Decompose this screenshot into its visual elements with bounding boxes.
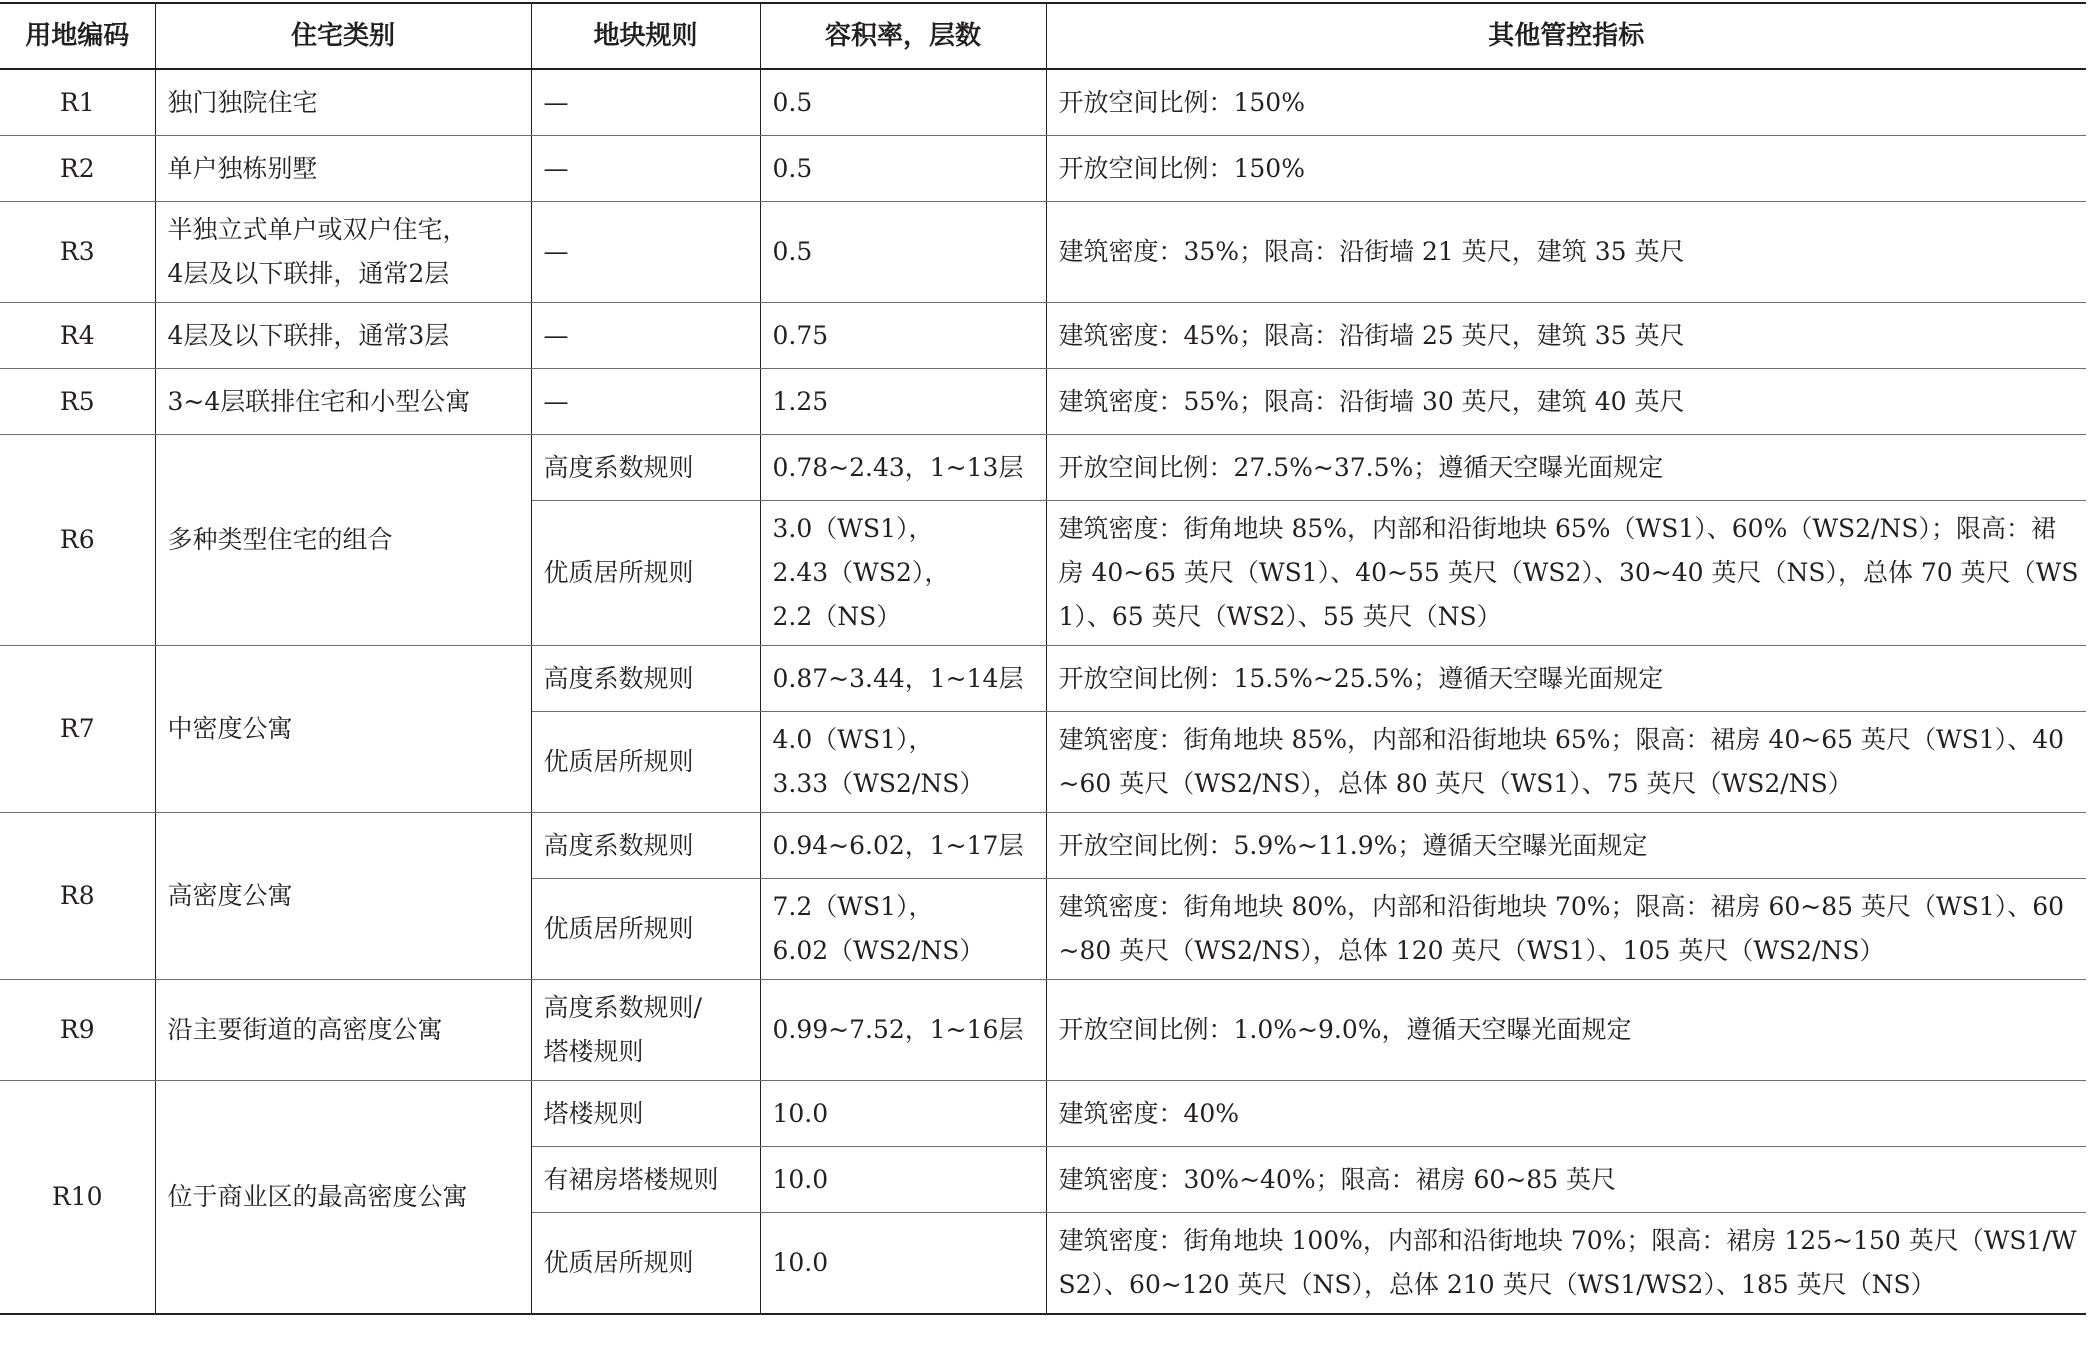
parcel-rule: 高度系数规则 — [531, 646, 760, 712]
table-row — [0, 136, 2086, 202]
far-floors: 4.0（WS1）， 3.33（WS2/NS） — [760, 712, 1046, 813]
other-controls: 建筑密度：55%；限高：沿街墙 30 英尺，建筑 40 英尺 — [1046, 369, 2086, 435]
housing-type: 沿主要街道的高密度公寓 — [155, 980, 531, 1081]
parcel-rule: 有裙房塔楼规则 — [531, 1147, 760, 1213]
land-code: R3 — [0, 202, 155, 303]
housing-type: 独门独院住宅 — [155, 69, 531, 136]
far-floors: 0.78~2.43，1~13层 — [760, 435, 1046, 501]
other-controls: 开放空间比例：150% — [1046, 69, 2086, 136]
table-row — [0, 813, 2086, 879]
far-floors: 10.0 — [760, 1081, 1046, 1147]
housing-type: 半独立式单户或双户住宅， 4层及以下联排，通常2层 — [155, 202, 531, 303]
land-code: R10 — [0, 1081, 155, 1315]
far-floors: 0.94~6.02，1~17层 — [760, 813, 1046, 879]
housing-type: 4层及以下联排，通常3层 — [155, 303, 531, 369]
parcel-rule: 优质居所规则 — [531, 712, 760, 813]
parcel-rule: — — [531, 202, 760, 303]
land-code: R7 — [0, 646, 155, 813]
land-code: R2 — [0, 136, 155, 202]
zoning-table — [0, 2, 2086, 1315]
other-controls: 开放空间比例：15.5%~25.5%；遵循天空曝光面规定 — [1046, 646, 2086, 712]
table-row — [0, 435, 2086, 501]
far-floors: 0.5 — [760, 202, 1046, 303]
far-floors: 0.75 — [760, 303, 1046, 369]
parcel-rule: — — [531, 303, 760, 369]
parcel-rule: 高度系数规则 — [531, 813, 760, 879]
far-floors: 7.2（WS1）， 6.02（WS2/NS） — [760, 879, 1046, 980]
far-floors: 1.25 — [760, 369, 1046, 435]
header-land-code: 用地编码 — [0, 3, 155, 69]
land-code: R5 — [0, 369, 155, 435]
far-floors: 10.0 — [760, 1213, 1046, 1315]
land-code: R9 — [0, 980, 155, 1081]
header-parcel-rule: 地块规则 — [531, 3, 760, 69]
parcel-rule: 优质居所规则 — [531, 501, 760, 646]
land-code: R4 — [0, 303, 155, 369]
far-floors: 0.99~7.52，1~16层 — [760, 980, 1046, 1081]
other-controls: 建筑密度：35%；限高：沿街墙 21 英尺，建筑 35 英尺 — [1046, 202, 2086, 303]
other-controls: 建筑密度：30%~40%；限高：裙房 60~85 英尺 — [1046, 1147, 2086, 1213]
table-row — [0, 980, 2086, 1081]
other-controls: 建筑密度：45%；限高：沿街墙 25 英尺，建筑 35 英尺 — [1046, 303, 2086, 369]
other-controls: 开放空间比例：5.9%~11.9%；遵循天空曝光面规定 — [1046, 813, 2086, 879]
parcel-rule: — — [531, 136, 760, 202]
table-row — [0, 202, 2086, 303]
housing-type: 高密度公寓 — [155, 813, 531, 980]
far-floors: 10.0 — [760, 1147, 1046, 1213]
other-controls: 开放空间比例：150% — [1046, 136, 2086, 202]
far-floors: 0.87~3.44，1~14层 — [760, 646, 1046, 712]
far-floors: 0.5 — [760, 69, 1046, 136]
housing-type: 中密度公寓 — [155, 646, 531, 813]
housing-type: 3~4层联排住宅和小型公寓 — [155, 369, 531, 435]
header-row — [0, 3, 2086, 69]
land-code: R1 — [0, 69, 155, 136]
parcel-rule: 优质居所规则 — [531, 1213, 760, 1315]
other-controls: 建筑密度：街角地块 100%，内部和沿街地块 70%；限高：裙房 125~150 英尺（WS1/WS2）、60~120 英尺（NS），总体 210 英尺（WS1/WS2）、185 英尺（NS） — [1046, 1213, 2086, 1315]
parcel-rule: 高度系数规则 — [531, 435, 760, 501]
parcel-rule: 优质居所规则 — [531, 879, 760, 980]
parcel-rule: — — [531, 369, 760, 435]
table-row — [0, 646, 2086, 712]
land-code: R8 — [0, 813, 155, 980]
far-floors: 3.0（WS1）， 2.43（WS2）， 2.2（NS） — [760, 501, 1046, 646]
far-floors: 0.5 — [760, 136, 1046, 202]
housing-type: 位于商业区的最高密度公寓 — [155, 1081, 531, 1315]
header-far-floors: 容积率，层数 — [760, 3, 1046, 69]
land-code: R6 — [0, 435, 155, 646]
housing-type: 多种类型住宅的组合 — [155, 435, 531, 646]
other-controls: 建筑密度：街角地块 85%，内部和沿街地块 65%（WS1）、60%（WS2/NS）；限高：裙房 40~65 英尺（WS1）、40~55 英尺（WS2）、30~40 英尺（NS），总体 70 英尺（WS1）、65 英尺（WS2）、55 英尺（NS） — [1046, 501, 2086, 646]
table-row — [0, 69, 2086, 136]
other-controls: 开放空间比例：27.5%~37.5%；遵循天空曝光面规定 — [1046, 435, 2086, 501]
table-row — [0, 303, 2086, 369]
parcel-rule: 高度系数规则/ 塔楼规则 — [531, 980, 760, 1081]
other-controls: 建筑密度：街角地块 80%，内部和沿街地块 70%；限高：裙房 60~85 英尺（WS1）、60~80 英尺（WS2/NS），总体 120 英尺（WS1）、105 英尺（WS2/NS） — [1046, 879, 2086, 980]
parcel-rule: 塔楼规则 — [531, 1081, 760, 1147]
table-row — [0, 1081, 2086, 1147]
other-controls: 建筑密度：40% — [1046, 1081, 2086, 1147]
table-row — [0, 369, 2086, 435]
other-controls: 开放空间比例：1.0%~9.0%，遵循天空曝光面规定 — [1046, 980, 2086, 1081]
parcel-rule: — — [531, 69, 760, 136]
other-controls: 建筑密度：街角地块 85%，内部和沿街地块 65%；限高：裙房 40~65 英尺（WS1）、40~60 英尺（WS2/NS），总体 80 英尺（WS1）、75 英尺（WS2/NS） — [1046, 712, 2086, 813]
header-housing-type: 住宅类别 — [155, 3, 531, 69]
header-other-controls: 其他管控指标 — [1046, 3, 2086, 69]
housing-type: 单户独栋别墅 — [155, 136, 531, 202]
